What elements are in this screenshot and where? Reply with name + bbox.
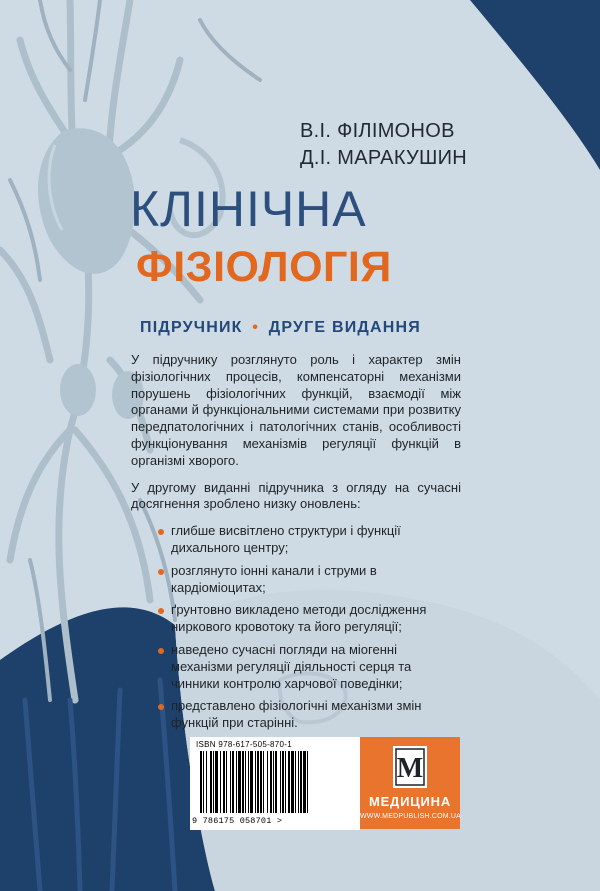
barcode-bar bbox=[280, 751, 281, 813]
barcode-bar bbox=[220, 751, 221, 813]
barcode-bar bbox=[260, 751, 262, 813]
updates-list bbox=[131, 523, 461, 732]
barcode-image bbox=[198, 751, 352, 815]
barcode-bar bbox=[273, 751, 274, 813]
barcode-bar bbox=[232, 751, 234, 813]
barcode-bar bbox=[245, 751, 246, 813]
publisher-logo-letter: M bbox=[396, 753, 424, 784]
barcode-bar bbox=[303, 751, 306, 813]
bullet-icon bbox=[158, 608, 164, 614]
publisher-block bbox=[360, 737, 460, 829]
bullet-icon bbox=[158, 529, 164, 535]
barcode-bar bbox=[203, 751, 204, 813]
barcode-bar bbox=[288, 751, 290, 813]
barcode-bar bbox=[200, 751, 202, 813]
barcode-bar bbox=[213, 751, 214, 813]
barcode-bar bbox=[236, 751, 237, 813]
list-item bbox=[131, 602, 461, 636]
publisher-url: WWW.MEDPUBLISH.COM.UA bbox=[360, 813, 462, 820]
barcode-bar bbox=[295, 751, 296, 813]
publisher-logo-icon bbox=[392, 745, 428, 789]
subtitle bbox=[140, 319, 421, 337]
title-line-1: КЛІНІЧНА bbox=[130, 181, 367, 237]
description-paragraph-2: У другому виданні підручника з огляду на сучасні досягнення зроблено низку оновлень: bbox=[131, 479, 461, 512]
barcode-bar bbox=[230, 751, 231, 813]
barcode-bar bbox=[263, 751, 264, 813]
author-1: В.І. ФІЛІМОНОВ bbox=[300, 120, 455, 142]
publisher-name: МЕДИЦИНА bbox=[368, 794, 452, 809]
author-2: Д.І. МАРАКУШИН bbox=[300, 147, 468, 169]
barcode-bar bbox=[275, 751, 277, 813]
subtitle-separator: • bbox=[252, 319, 260, 336]
barcode-bar bbox=[282, 751, 284, 813]
barcode-bar bbox=[248, 751, 249, 813]
barcode-bar bbox=[300, 751, 302, 813]
bullet-icon bbox=[158, 704, 164, 710]
list-item-text: наведено сучасні погляди на міогенні механізми регуляції діяльності серця та чинники контролю харчової поведінки; bbox=[171, 641, 412, 691]
barcode-bar bbox=[238, 751, 241, 813]
barcode-bar bbox=[223, 751, 225, 813]
description-paragraph-1: У підручнику розглянуто роль і характер змін фізіологічних процесів, компенсаторні механізми порушень фізіологічних функцій, взаємодії між органами й функціональними системами при розвитку передпатологічних і патологічних станів, особливості функціонування механізмів регуляції функцій в організмі хворого. bbox=[131, 352, 461, 468]
barcode-bar bbox=[298, 751, 299, 813]
authors bbox=[300, 118, 467, 172]
barcode-bar bbox=[206, 751, 207, 813]
barcode-bar bbox=[307, 751, 308, 813]
bullet-icon bbox=[158, 648, 164, 654]
barcode-bar bbox=[257, 751, 259, 813]
list-item-text: ґрунтовно викладено методи дослідження ниркового кровотоку та його регуляції; bbox=[171, 602, 427, 635]
isbn-label: ISBN 978-617-505-870-1 bbox=[196, 740, 292, 749]
list-item bbox=[131, 698, 461, 732]
barcode-bar bbox=[255, 751, 256, 813]
barcode-digits: 9 786175 058701 > bbox=[192, 816, 283, 826]
barcode-bar bbox=[215, 751, 218, 813]
subtitle-textbook: ПІДРУЧНИК bbox=[140, 319, 243, 336]
barcode-bar bbox=[285, 751, 286, 813]
list-item-text: представлено фізіологічні механізми змін функцій при старінні. bbox=[171, 698, 422, 731]
list-item-text: глибше висвітлено структури і функції дихального центру; bbox=[171, 523, 401, 555]
barcode-bar bbox=[242, 751, 244, 813]
list-item bbox=[131, 563, 461, 597]
subtitle-edition: ДРУГЕ ВИДАННЯ bbox=[268, 319, 421, 336]
list-item bbox=[131, 523, 461, 557]
barcode-bar bbox=[250, 751, 253, 813]
barcode-bar bbox=[210, 751, 212, 813]
barcode-bar bbox=[291, 751, 294, 813]
list-item bbox=[131, 642, 461, 692]
barcode-panel bbox=[190, 737, 360, 830]
barcode-bar bbox=[270, 751, 272, 813]
bullet-icon bbox=[158, 569, 164, 575]
barcode-bar bbox=[267, 751, 268, 813]
barcode-bar bbox=[226, 751, 227, 813]
title-line-2: ФІЗІОЛОГІЯ bbox=[136, 243, 392, 291]
description-body bbox=[131, 352, 461, 738]
list-item-text: розглянуто іонні канали і струми в кардіоміоцитах; bbox=[171, 562, 377, 595]
